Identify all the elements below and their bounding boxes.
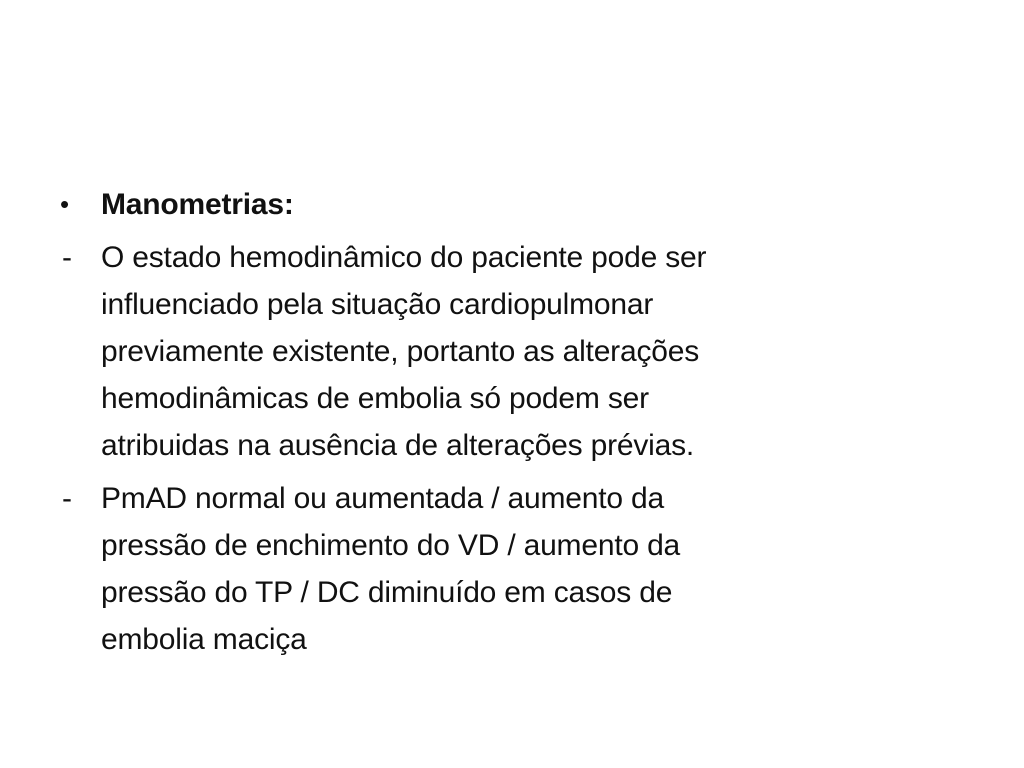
text-line: pressão de enchimento do VD / aumento da [101,529,681,562]
text-line: pressão do TP / DC diminuído em casos de [101,576,673,609]
bullet-marker: • [60,189,69,219]
dash-marker: - [62,482,72,515]
dash-item-pressures [60,475,960,663]
text-line: influenciado pela situação cardiopulmonar [101,288,654,321]
heading-text: Manometrias: [101,188,294,221]
slide-content [60,181,960,663]
text-line: O estado hemodinâmico do paciente pode ser [101,241,707,274]
text-line: embolia maciça [101,623,307,656]
dash-item-hemodynamic-state [60,234,960,469]
item-text [101,234,960,469]
heading-bullet-item [60,181,960,228]
dash-marker: - [62,241,72,274]
text-line: hemodinâmicas de embolia só podem ser [101,382,649,415]
item-text [101,475,960,663]
text-line: previamente existente, portanto as alterações [101,335,700,368]
text-line: PmAD normal ou aumentada / aumento da [101,482,664,515]
text-line: atribuidas na ausência de alterações prévias. [101,429,695,462]
